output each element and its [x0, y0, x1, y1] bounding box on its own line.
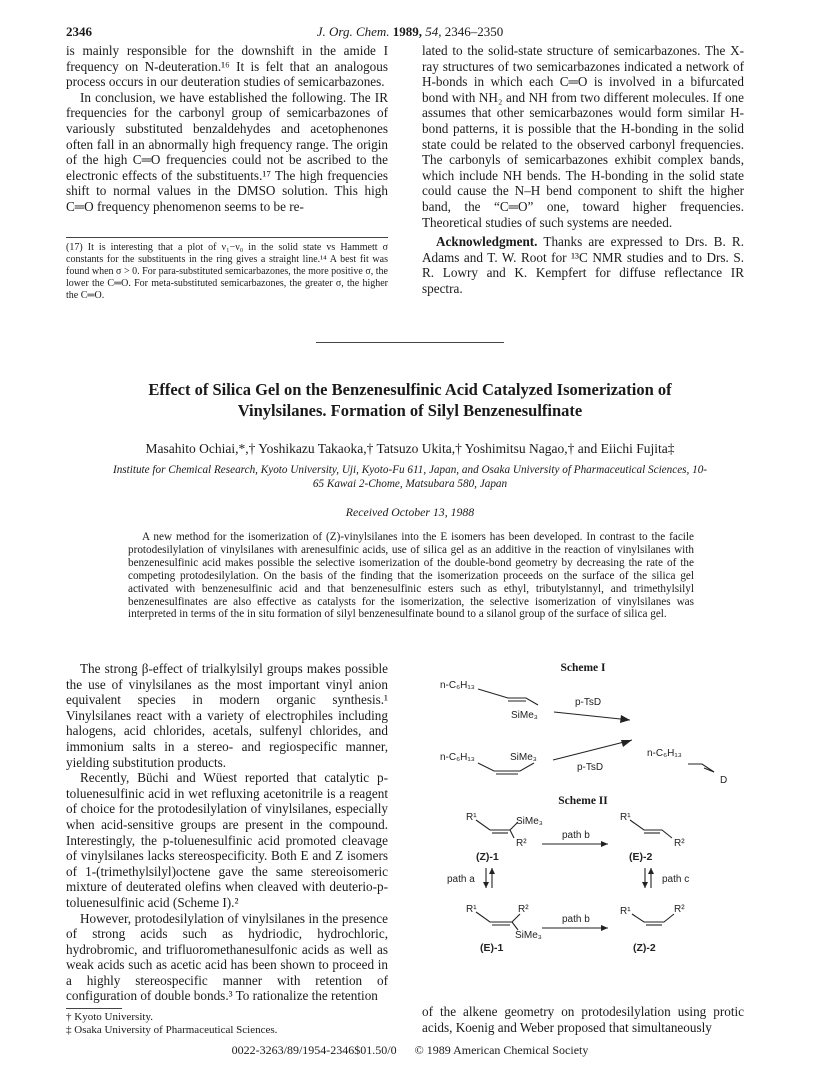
path-a-label: path a — [447, 874, 475, 885]
scheme1-sime3-top: SiMe₃ — [511, 710, 538, 721]
arrow-bottom-head — [621, 740, 632, 747]
prev-article-right-column — [422, 43, 744, 297]
e1-sime3-bond — [512, 922, 518, 930]
affiliation-footnote-rule — [66, 1008, 122, 1009]
scheme1-r-top: n-C₆H₁₃ — [440, 680, 475, 691]
scheme1-reagent-bottom: p-TsD — [577, 762, 604, 773]
path-b-top-label: path b — [562, 830, 590, 841]
e-vinylsilane-chain — [478, 763, 534, 771]
journal-year: 1989, — [392, 24, 423, 39]
body-paragraph-1: The strong β-effect of trialkylsilyl groups makes possible the use of vinylsilanes as the most important vinyl anion equivalent species in modern organic synthesis.¹ Vinylsilanes react with a variety of electrophiles including halogens, acid chlorides, acetals, sulfenyl chlorides, and immonium salts in a stereo- and regiospecific manner, yielding substitution products. — [66, 661, 388, 770]
path-b-bottom-head — [601, 925, 608, 931]
prev-left-paragraph-1: is mainly responsible for the downshift in the amide I frequency on N-deuteration.¹⁶ It is felt that an analogous process occurs in our deuteration studies of semicarbazones. — [66, 43, 388, 90]
scheme-2-diagram — [422, 808, 752, 960]
scheme-1-title: Scheme I — [560, 662, 606, 674]
body-paragraph-3: However, protodesilylation of vinylsilanes in the presence of strong acids such as hydriodic, hydrochloric, hydrobromic, and trifluoromethanesulfonic acids as well as weak acids such as acetic acid has been shown to proceed in a highly stereospecific manner with retention of configuration of double bonds.³ To rationalize the retention — [66, 910, 388, 1004]
e1-r2: R² — [518, 904, 529, 915]
article-separator — [316, 342, 504, 343]
scheme1-r-product: n-C₆H₁₃ — [647, 748, 682, 759]
z1-r2: R² — [516, 838, 527, 849]
prev-article-left-column — [66, 43, 388, 215]
footnote-divider — [66, 237, 388, 238]
e1-r1: R¹ — [466, 904, 477, 915]
label-e-2: (E)-2 — [629, 851, 653, 863]
prev-right-paragraph-1: lated to the solid-state structure of semicarbazones. The X-ray structures of two semicarbazones indicated a network of H-bonds in which each C═O is involved in a bifurcated bond with NH₂ and NH from two different molecules. If one assumes that other semicarbazones would form similar H-bond patterns, it is possible that the H-bonding in the solid state could be related to the observed carbonyl frequencies. The carbonyls of semicarbazones exhibit complex bands, which include NH bends. The H-bonding in the solid state could cause the N–H bend component to shift the higher band, the “C═O” one, toward higher frequencies. Theoretical studies of such systems are needed. — [422, 43, 744, 230]
path-c-label: path c — [662, 874, 690, 885]
journal-volume: 54, — [425, 24, 442, 39]
copyright: © 1989 American Chemical Society — [414, 1043, 589, 1057]
acknowledgment-heading: Acknowledgment. — [436, 234, 538, 250]
authors: Masahito Ochiai,*,† Yoshikazu Takaoka,† Tatsuzo Ukita,† Yoshimitsu Nagao,† and Eiichi Fujita‡ — [145, 441, 675, 456]
footnote-double-dagger: ‡ Osaka University of Pharmaceutical Sciences. — [66, 1023, 278, 1036]
path-a-up-head — [489, 868, 495, 874]
affiliation-footnotes — [66, 1011, 388, 1036]
body-paragraph-2: Recently, Büchi and Wüest reported that catalytic p-toluenesulfinic acid in wet refluxing acetonitrile is a reagent of choice for the protodesilylation of vinylsilanes, especially when acid-sensitive groups are present in the compound. Interestingly, the p-toluenesulfinic acid promoted cleavage of vinylsilanes lacks stereospecificity. Both E and Z isomers of 1-(trimethylsilyl)octene gave the same stereoisomeric mixture of deuterated olefins when cleaved with deuterio-p-toluenesulfinic acid (Scheme I).² — [66, 770, 388, 910]
path-c-down-head — [642, 882, 648, 888]
path-b-bottom-label: path b — [562, 914, 590, 925]
path-b-top-head — [601, 841, 608, 847]
acknowledgment — [422, 234, 744, 296]
z2-r2: R² — [674, 904, 685, 915]
footnote-17: (17) It is interesting that a plot of ν₁−ν₀ in the solid state vs Hammett σ constants for the substituents in the ring gives a straight line.¹⁴ A best fit was found when σ > 0. For para-substituted semicarbazones, the more positive σ, the lower the C═O. For meta-substituted semicarbazones, the greater σ, the higher the C═O. — [66, 242, 388, 301]
label-e-1: (E)-1 — [480, 942, 504, 954]
scheme-1-diagram — [422, 676, 752, 784]
page-footer — [0, 1043, 820, 1058]
z1-sime3: SiMe₃ — [516, 816, 543, 827]
page-number: 2346 — [66, 24, 92, 39]
path-c-up-head — [648, 868, 654, 874]
scheme1-reagent-top: p-TsD — [575, 697, 602, 708]
label-z-1: (Z)-1 — [476, 851, 499, 863]
label-z-2: (Z)-2 — [633, 942, 656, 954]
journal-name: J. Org. Chem. — [316, 24, 390, 39]
e2-r2: R² — [674, 838, 685, 849]
reaction-arrow-bottom-line — [553, 740, 632, 760]
z1-r1: R¹ — [466, 812, 477, 823]
z2-chain — [632, 914, 674, 922]
article-code: 0022-3263/89/1954-2346$01.50/0 — [231, 1043, 397, 1057]
title-line-1: Effect of Silica Gel on the Benzenesulfinic Acid Catalyzed Isomerization of — [148, 380, 672, 399]
e1-sime3: SiMe₃ — [515, 930, 542, 941]
e2-chain — [630, 820, 672, 838]
affiliation: Institute for Chemical Research, Kyoto University, Uji, Kyoto-Fu 611, Japan, and Osaka University of Pharmaceutical Sciences, 10-65 Kawai 2-Chome, Matsubara 580, Japan — [112, 464, 708, 490]
acknowledgment-text: Thanks are expressed to Drs. B. R. Adams and T. W. Root for ¹³C NMR studies and to Drs. S. R. Lowry and K. Kempfert for diffuse reflectance IR spectra. — [422, 234, 744, 296]
received-date: Received October 13, 1988 — [345, 505, 475, 519]
title-line-2: Vinylsilanes. Formation of Silyl Benzenesulfinate — [237, 401, 583, 420]
e1-chain — [476, 912, 520, 922]
abstract: A new method for the isomerization of (Z)-vinylsilanes into the E isomers has been developed. In contrast to the facile protodesilylation of vinylsilanes with arenesulfinic acids, use of silica gel as an additive in the reaction of vinylsilanes with benzenesulfinic acid makes possible the selective isomerization of the double-bond geometry by decreasing the rate of the competing protodesilylation. On the basis of the finding that the isomerization proceeds on the surface of the silica gel activated with benzenesulfinic acid and that benzenesulfinic esters such as ethyl, tributylstannyl, and trimethylsilyl benzenesulfinates are also effective as catalysts for the isomerization, the selective isomerization of vinylsilanes was interpreted in terms of the in situ formation of silyl benzenesulfinate bound to a silanol group of the surface of silica gel. — [128, 531, 694, 621]
scheme-2-title: Scheme II — [558, 795, 608, 807]
z1-chain — [476, 820, 518, 830]
z1-r2-bond — [510, 830, 514, 838]
footnote-dagger: † Kyoto University. — [66, 1011, 153, 1023]
scheme1-sime3-bottom: SiMe₃ — [510, 752, 537, 763]
z2-r1: R¹ — [620, 906, 631, 917]
scheme1-d-label: D — [720, 775, 728, 784]
running-header — [0, 24, 820, 40]
body-left-column — [66, 661, 388, 1004]
scheme1-r-bottom: n-C₆H₁₃ — [440, 752, 475, 763]
reaction-arrow-top-line — [554, 712, 630, 720]
z-vinylsilane-chain — [478, 689, 538, 705]
e2-r1: R¹ — [620, 812, 631, 823]
prev-left-paragraph-2: In conclusion, we have established the following. The IR frequencies for the carbonyl group of semicarbazones of variously substituted benzaldehydes and acetophenones often fall in an abnormally high frequency range. The origin of the high C═O frequencies could not be ascribed to the electronic effects of the substituents.¹⁷ The high frequencies shift to normal values in the DMSO solution. This high C═O frequency phenomenon seems to be re- — [66, 89, 388, 214]
arrow-top-head — [620, 715, 630, 723]
article-title — [100, 379, 720, 421]
path-a-down-head — [483, 882, 489, 888]
body-right-column: of the alkene geometry on protodesilylation using protic acids, Koenig and Weber proposed that simultaneously — [422, 1004, 744, 1035]
journal-pages: 2346–2350 — [444, 24, 504, 39]
